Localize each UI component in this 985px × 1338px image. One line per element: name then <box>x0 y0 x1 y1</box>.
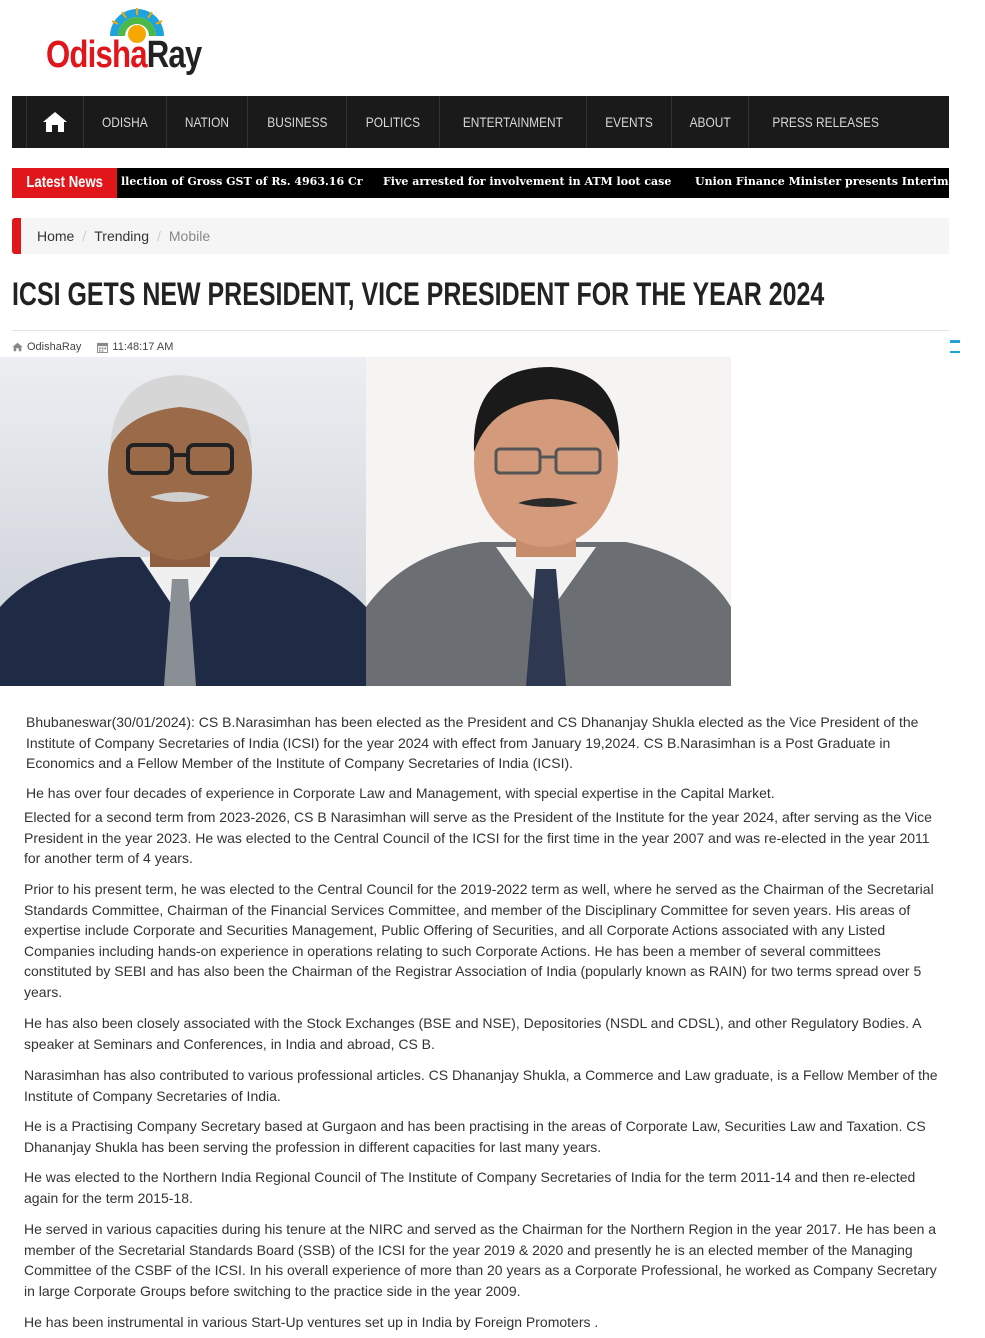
president-photo <box>0 357 366 686</box>
nav-item-about[interactable]: ABOUT <box>672 96 749 148</box>
article-meta <box>12 341 173 353</box>
ticker-item[interactable]: Five arrested for involvement in ATM loot case <box>383 175 672 188</box>
article-time: 11:48:17 AM <box>112 341 174 353</box>
latest-news-bar <box>12 168 985 198</box>
article-paragraph: He served in various capacities during his tenure at the NIRC and served as the Chairman for the Northern Region in the year 2017. He has been a member of the Secretarial Standards Board (SSB) of the ICSI for the year 2019 & 2020 and presently he is an elected member of the Managing Committee of the CSBF of the ICSI. In his overall experience of more than 20 years as a Corporate Professional, he worked as Company Secretary in large Corporate Groups before switching to the practice side in the year 2009. <box>24 1221 937 1299</box>
home-icon <box>42 111 68 133</box>
nav-home-button[interactable] <box>26 96 84 148</box>
article-title: ICSI GETS NEW PRESIDENT, VICE PRESIDENT FOR THE YEAR 2024 <box>12 276 825 312</box>
article-paragraph: Prior to his present term, he was elected to the Central Council for the 2019-2022 term as well, where he served as the Chairman of the Secretarial Standards Committee, Chairman of the Financial Services Committee, and member of the Disciplinary Committee for seven years. His areas of expertise include Corporate and Securities Management, Public Offering of Securities, and all Corporate Actions associated with any Listed Companies including hands-on experience in operations relating to such Corporate Actions. He has been a member of several committees constituted by SEBI and has also been the Chairman of the Registrar Association of India (popularly known as RAIN) for two terms spread over 5 years. <box>24 881 934 1000</box>
main-nav <box>12 96 949 148</box>
latest-news-label: Latest News <box>12 168 117 198</box>
article-author[interactable]: OdishaRay <box>27 341 82 353</box>
breadcrumb-separator: / <box>82 228 87 244</box>
breadcrumb <box>12 218 949 254</box>
nav-item-nation[interactable]: NATION <box>167 96 248 148</box>
nav-item-business[interactable]: BUSINESS <box>248 96 348 148</box>
site-logo[interactable] <box>44 6 204 82</box>
article-paragraph: He was elected to the Northern India Regional Council of The Institute of Company Secretaries of India for the term 2011-14 and then re-elected again for the term 2015-18. <box>24 1169 916 1206</box>
news-ticker <box>119 168 985 198</box>
article-paragraph: He is a Practising Company Secretary based at Gurgaon and has been practising in the areas of Corporate Law, Securities Law and Taxation. CS Dhananjay Shukla has been serving the profession in different capacities for last many years. <box>24 1118 926 1155</box>
title-divider <box>12 330 949 331</box>
home-icon <box>12 342 23 352</box>
article-paragraph: Elected for a second term from 2023-2026, CS B Narasimhan will serve as the President of the Institute for the year 2024, after serving as the Vice President in the year 2023. He was elected to the Central Council of the ICSI for the first time in the year 2007 and was re-elected in the year 2011 for another term of 4 years. <box>24 809 932 867</box>
nav-item-events[interactable]: EVENTS <box>587 96 672 148</box>
article-paragraph: He has over four decades of experience in Corporate Law and Management, with special expertise in the Capital Market. <box>26 785 775 801</box>
nav-item-entertainment[interactable]: ENTERTAINMENT <box>440 96 587 148</box>
article-paragraph: He has also been closely associated with the Stock Exchanges (BSE and NSE), Depositories (NSDL and CDSL), and other Regulatory Bodies. A speaker at Seminars and Conferences, in India and abroad, CS B. <box>24 1015 921 1052</box>
nav-item-press-releases[interactable]: PRESS RELEASES <box>772 114 880 130</box>
ticker-item[interactable]: llection of Gross GST of Rs. 4963.16 Cr <box>121 175 363 188</box>
nav-item-odisha[interactable]: ODISHA <box>84 96 167 148</box>
ticker-item[interactable]: Union Finance Minister presents Interim Budg <box>695 175 985 188</box>
breadcrumb-separator: / <box>157 228 161 244</box>
article-paragraph: He has been instrumental in various Start-Up ventures set up in India by Foreign Promoters . <box>24 1314 599 1330</box>
breadcrumb-current: Mobile <box>168 228 211 244</box>
breadcrumb-home[interactable]: Home <box>37 228 75 244</box>
side-accent <box>950 340 960 356</box>
logo-wordmark: OdishaRay <box>46 34 202 76</box>
breadcrumb-trending[interactable]: Trending <box>94 228 149 244</box>
calendar-icon <box>97 342 108 353</box>
article-paragraph: Narasimhan has also contributed to various professional articles. CS Dhananjay Shukla, a Commerce and Law graduate, is a Fellow Member of the Institute of Company Secretaries of India. <box>24 1067 938 1104</box>
nav-item-politics[interactable]: POLITICS <box>347 96 440 148</box>
vice-president-photo <box>366 357 731 686</box>
article-paragraph: Bhubaneswar(30/01/2024): CS B.Narasimhan has been elected as the President and CS Dhananjay Shukla elected as the Vice President of the Institute of Company Secretaries of India (ICSI) for the year 2024 with effect from January 19,2024. CS B.Narasimhan is a Post Graduate in Economics and a Fellow Member of the Institute of Company Secretaries of India (ICSI). <box>26 714 919 772</box>
